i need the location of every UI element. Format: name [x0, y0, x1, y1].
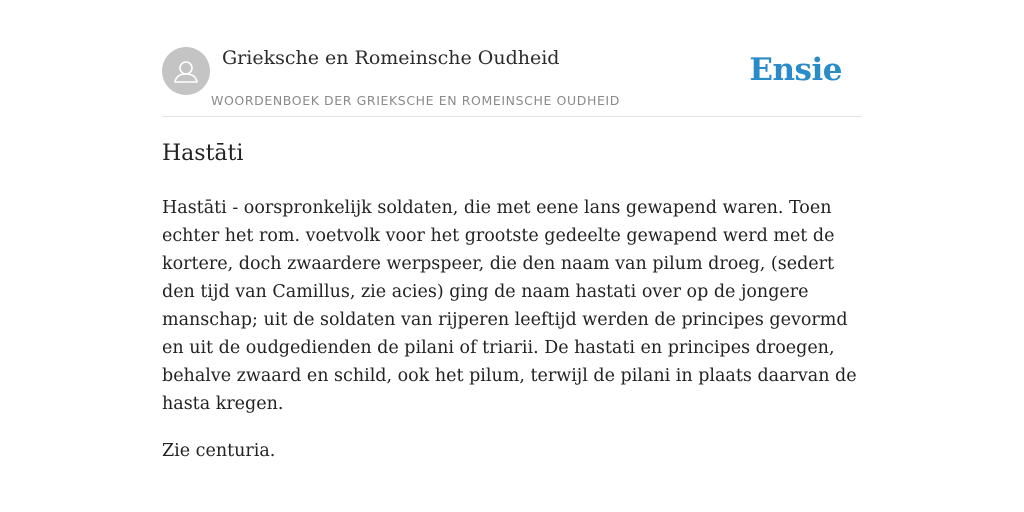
source-header: [162, 44, 862, 117]
avatar[interactable]: [162, 47, 210, 95]
ensie-logo[interactable]: Ensie: [749, 52, 842, 88]
source-subtitle: WOORDENBOEK DER GRIEKSCHE EN ROMEINSCHE OUDHEID: [211, 93, 620, 108]
entry-definition: Hastāti - oorspronkelijk soldaten, die met eene lans gewapend waren. Toen echter het rom. voetvolk voor het grootste gedeelte gewapend werd met de kortere, doch zwaardere werpspeer, die den naam van pilum droeg, (sedert den tijd van Camillus, zie acies) ging de naam hastati over op de jongere manschap; uit de soldaten van rijperen leeftijd werden de principes gevormd en uit de oudgedienden de pilani of triarii. De hastati en principes droegen, behalve zwaard en schild, ook het pilum, terwijl de pilani in plaats daarvan de hasta kregen.: [162, 198, 857, 414]
entry-content: [162, 138, 862, 465]
see-also-text: Zie centuria.: [162, 441, 276, 461]
user-silhouette-icon: [162, 47, 210, 95]
entry-title: Hastāti: [162, 141, 244, 166]
source-title-link[interactable]: Grieksche en Romeinsche Oudheid: [222, 47, 560, 69]
